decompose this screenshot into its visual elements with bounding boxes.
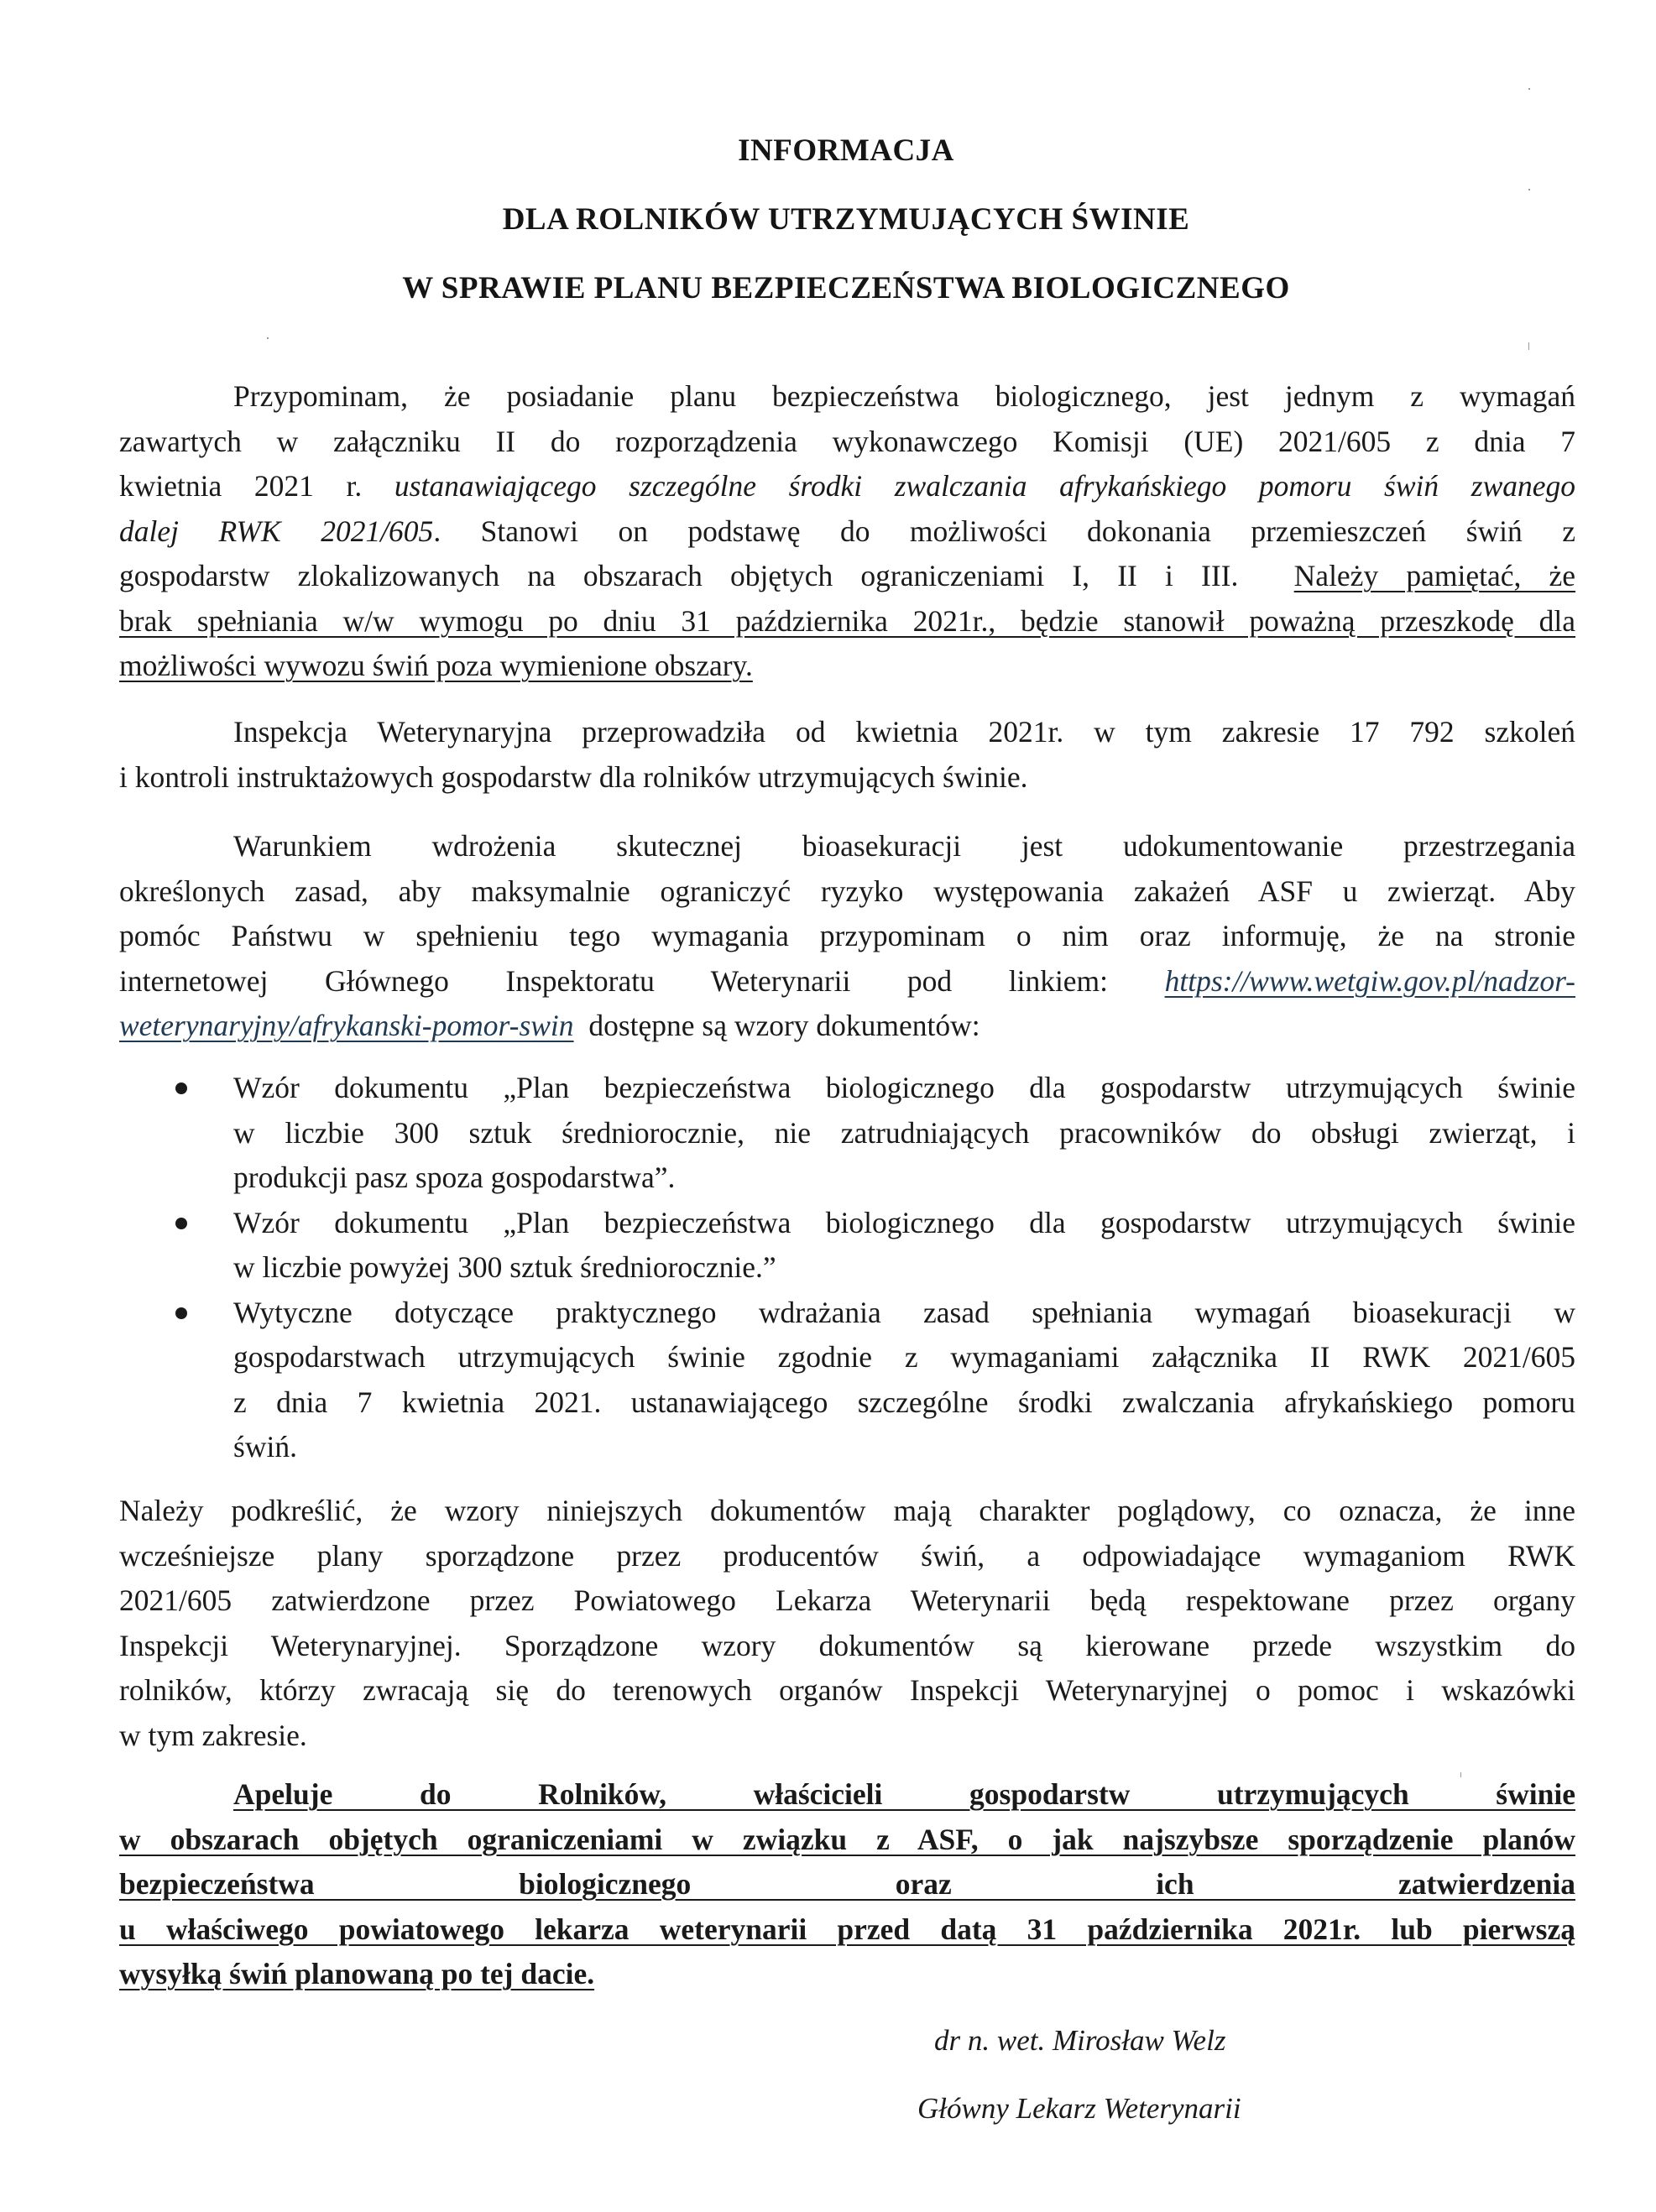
underlined-warning: możliwości wywozu świń poza wymienione obszary. bbox=[119, 649, 753, 682]
text-segment: . Stanowi on podstawę do możliwości dokonania przemieszczeń świń z bbox=[433, 514, 1576, 548]
text-line: Wzór dokumentu „Plan bezpieczeństwa biologicznego dla gospodarstw utrzymujących świnie bbox=[233, 1071, 1575, 1104]
scan-speck bbox=[267, 337, 269, 339]
text-line: świń. bbox=[233, 1430, 297, 1463]
text-line: zawartych w załączniku II do rozporządzenia wykonawczego Komisji (UE) 2021/605 z dnia 7 bbox=[119, 424, 1575, 458]
scan-speck bbox=[1528, 88, 1530, 90]
document-subtitle-1: DLA ROLNIKÓW UTRZYMUJĄCYCH ŚWINIE bbox=[502, 202, 1190, 237]
appeal-line: u właściwego powiatowego lekarza weterynarii przed datą 31 października 2021r. lub pierwszą bbox=[119, 1912, 1575, 1946]
text-line: gospodarstwach utrzymujących świnie zgodnie z wymaganiami załącznika II RWK 2021/605 bbox=[233, 1340, 1575, 1374]
document-subtitle-2: W SPRAWIE PLANU BEZPIECZEŃSTWA BIOLOGICZNEGO bbox=[402, 271, 1290, 305]
scan-speck bbox=[1528, 189, 1530, 190]
text-line: produkcji pasz spoza gospodarstwa”. bbox=[233, 1161, 676, 1194]
text-line: Przypominam, że posiadanie planu bezpieczeństwa biologicznego, jest jednym z wymagań bbox=[233, 379, 1575, 413]
appeal-line: w obszarach objętych ograniczeniami w związku z ASF, o jak najszybsze sporządzenie planów bbox=[119, 1822, 1575, 1856]
text-segment: dostępne są wzory dokumentów: bbox=[588, 1009, 980, 1042]
text-line: w liczbie 300 sztuk średniorocznie, nie zatrudniających pracowników do obsługi zwierząt, i bbox=[233, 1115, 1575, 1150]
list-item bbox=[119, 1291, 1575, 1470]
text-line: określonych zasad, aby maksymalnie ograniczyć ryzyko występowania zakażeń ASF u zwierząt. Aby bbox=[119, 874, 1575, 908]
text-line: rolników, którzy zwracają się do terenowych organów Inspekcji Weterynaryjnej o pomoc i wskazówki bbox=[119, 1673, 1575, 1707]
text-segment: internetowej Głównego Inspektoratu Weterynarii pod linkiem: bbox=[119, 963, 1109, 998]
text-line: Należy podkreślić, że wzory niniejszych dokumentów mają charakter poglądowy, co oznacza, że inne bbox=[119, 1494, 1575, 1527]
text-line: pomóc Państwu w spełnieniu tego wymagania przypominam o nim oraz informuję, że na stronie bbox=[119, 919, 1575, 952]
underlined-warning: Należy pamiętać, że bbox=[1293, 559, 1576, 592]
paragraph-trainings bbox=[119, 710, 1575, 800]
text-line: 2021/605 zatwierdzone przez Powiatowego Lekarza Weterynarii będą respektowane przez organy bbox=[119, 1583, 1575, 1617]
text-segment: kwietnia 2021 r. bbox=[119, 469, 363, 503]
text-line: Inspekcji Weterynaryjnej. Sporządzone wzory dokumentów są kierowane przede wszystkim do bbox=[119, 1628, 1575, 1662]
list-item bbox=[119, 1066, 1575, 1201]
bullet-icon bbox=[175, 1307, 187, 1319]
bullet-icon bbox=[175, 1218, 187, 1229]
regulation-title-italic: ustanawiającego szczególne środki zwalczania afrykańskiego pomoru świń zwanego bbox=[394, 469, 1576, 503]
text-line: Inspekcja Weterynaryjna przeprowadziła od kwietnia 2021r. w tym zakresie 17 792 szkoleń bbox=[233, 715, 1575, 749]
bullet-icon bbox=[175, 1083, 187, 1094]
text-line: z dnia 7 kwietnia 2021. ustanawiającego szczególne środki zwalczania afrykańskiego pomoru bbox=[233, 1385, 1575, 1419]
regulation-abbrev-italic: dalej RWK 2021/605 bbox=[119, 514, 434, 548]
text-segment: gospodarstw zlokalizowanych na obszarach objętych ograniczeniami I, II i III. bbox=[119, 559, 1239, 592]
underlined-warning: brak spełniania w/w wymogu po dniu 31 października 2021r., będzie stanowił poważną przeszkodę dla bbox=[119, 603, 1575, 638]
text-line: Wzór dokumentu „Plan bezpieczeństwa biologicznego dla gospodarstw utrzymujących świnie bbox=[233, 1205, 1575, 1239]
text-line: w liczbie powyżej 300 sztuk średniorocznie.” bbox=[233, 1250, 776, 1284]
document-templates-list bbox=[119, 1066, 1575, 1470]
wetgiw-link-continued[interactable]: weterynaryjny/afrykanski-pomor-swin bbox=[119, 1009, 574, 1042]
appeal-paragraph bbox=[119, 1772, 1575, 1997]
document-title: INFORMACJA bbox=[738, 133, 954, 168]
signature-name: dr n. wet. Mirosław Welz bbox=[934, 2024, 1226, 2057]
text-line: wcześniejsze plany sporządzone przez producentów świń, a odpowiadające wymaganiom RWK bbox=[119, 1538, 1575, 1573]
appeal-line: bezpieczeństwa biologicznego oraz ich zatwierdzenia bbox=[119, 1867, 1575, 1901]
list-item bbox=[119, 1201, 1575, 1291]
paragraph-plan-requirement bbox=[119, 374, 1575, 689]
scan-speck bbox=[1528, 342, 1529, 350]
paragraph-templates-note bbox=[119, 1489, 1575, 1758]
text-line: Wytyczne dotyczące praktycznego wdrażania zasad spełniania wymagań bioasekuracji w bbox=[233, 1295, 1575, 1329]
paragraph-bioasecuration bbox=[119, 824, 1575, 1049]
text-line: i kontroli instruktażowych gospodarstw dla rolników utrzymujących świnie. bbox=[119, 759, 1028, 794]
text-line: w tym zakresie. bbox=[119, 1718, 307, 1752]
text-line: Warunkiem wdrożenia skutecznej bioasekuracji jest udokumentowanie przestrzegania bbox=[233, 829, 1575, 863]
appeal-line: Apeluje do Rolników, właścicieli gospodarstw utrzymujących świnie bbox=[233, 1777, 1575, 1811]
signature-role: Główny Lekarz Weterynarii bbox=[917, 2092, 1241, 2125]
wetgiw-link[interactable]: https://www.wetgiw.gov.pl/nadzor- bbox=[1164, 963, 1576, 998]
appeal-line: wysyłką świń planowaną po tej dacie. bbox=[119, 1957, 595, 1990]
